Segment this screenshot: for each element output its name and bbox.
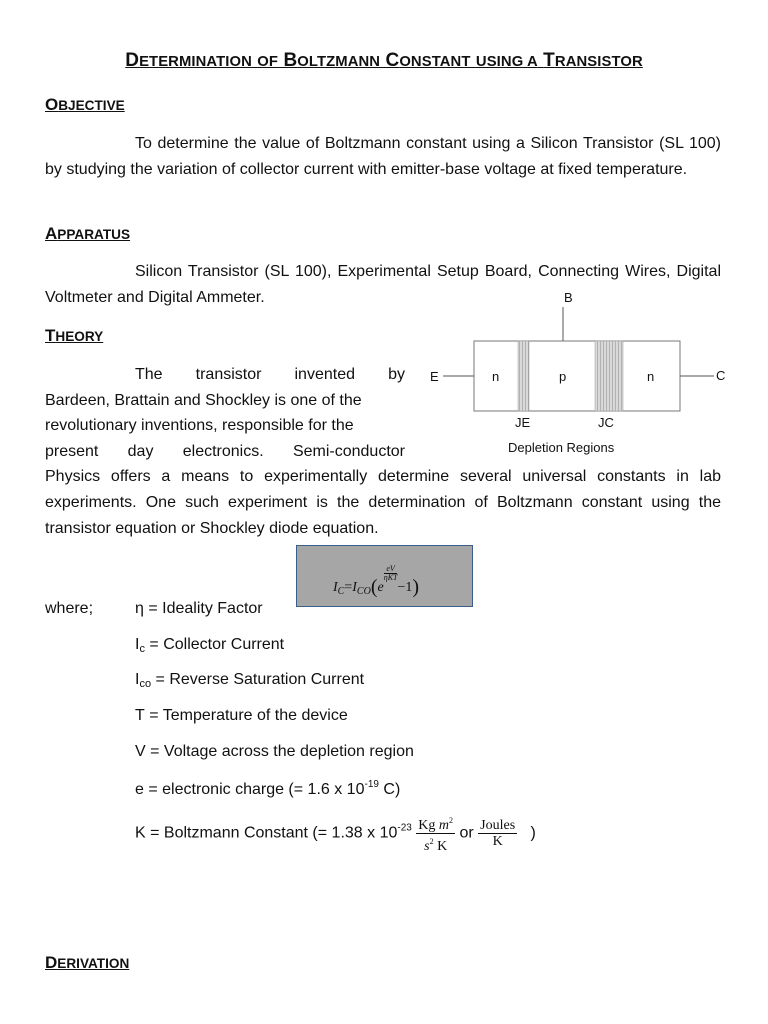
label-jc: JC [598,415,614,430]
label-base: B [564,290,573,305]
page-title: DETERMINATION OF BOLTZMANN CONSTANT USING A TRANSISTOR [125,50,643,71]
shockley-equation: $I_C=I_{CO}(e$ eV ηKT −1) [333,564,420,598]
theory-line-3: revolutionary inventions, responsible for the [45,417,354,434]
objective-heading: OBJECTIVE [45,95,125,114]
apparatus-heading: APPARATUS [45,224,131,243]
apparatus-text: Silicon Transistor (SL 100), Experimental Setup Board, Connecting Wires, Digital Voltmeter and Digital Ammeter. [45,263,721,306]
exponent-fraction: eV ηKT [383,564,398,582]
where-item-ideality: η = Ideality Factor [135,600,263,617]
transistor-diagram [420,285,740,460]
region-n-emitter: n [492,369,500,384]
junction-jc [595,341,623,411]
derivation-heading: DERIVATION [45,953,130,972]
where-item-saturation-current: Ico = Reverse Saturation Current [135,671,365,690]
diagram-caption: Depletion Regions [508,440,615,455]
shockley-equation-box [296,545,473,607]
region-n-collector: n [647,369,655,384]
where-item-voltage: V = Voltage across the depletion region [135,743,414,760]
label-emitter: E [430,369,439,384]
where-item-electronic-charge: e = electronic charge (= 1.6 x $10^{-19}$ C) [135,779,401,798]
theory-line-1: The transistor invented by [135,366,405,383]
where-label: where; [45,600,94,617]
label-collector: C [716,368,726,383]
theory-line-4: present day electronics. Semi-conductor [45,443,405,460]
region-p-base: p [559,369,567,384]
theory-heading: THEORY [45,326,104,345]
objective-text: To determine the value of Boltzmann constant using a Silicon Transistor (SL 100) by studying the variation of collector current with emitter-base voltage at fixed temperature. [45,135,721,178]
junction-je [518,341,529,411]
unit-fraction-si: $\frac{Kg m^2}{s^2 K}$ [416,813,455,854]
unit-fraction-joules: $\frac{\text{Joules}}{K}$ [480,818,516,849]
where-item-boltzmann-constant: K = Boltzmann Constant (= 1.38 x $10^{-23}$ $\frac{Kg m^2}{s^2 K}$ or $\frac{\text{Joules}}{K}$ ) [135,813,536,854]
theory-text-rest: Physics offers a means to experimentally determine several universal constants in lab experiments. One such experiment is the determination of Boltzmann constant using the transistor equation or Shockley diode equation. [45,468,721,537]
where-item-collector-current: Ic = Collector Current [135,636,285,655]
label-je: JE [515,415,531,430]
theory-line-2: Bardeen, Brattain and Shockley is one of the [45,392,362,409]
where-item-temperature: T = Temperature of the device [135,707,348,724]
